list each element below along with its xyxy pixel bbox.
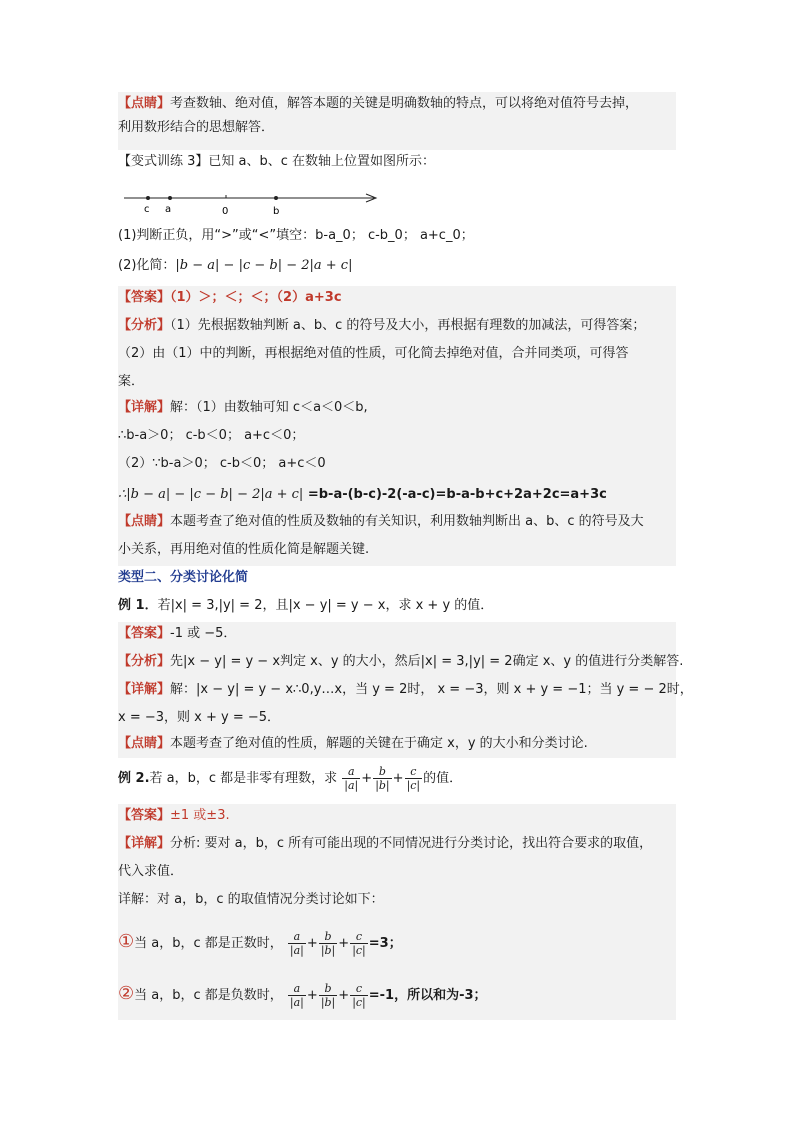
fraction [342, 765, 360, 792]
fraction-denominator: |a| [289, 944, 304, 957]
fraction [319, 930, 337, 957]
point-a [168, 196, 172, 200]
example-label: 例 2. [118, 771, 150, 786]
fraction-denominator: |c| [352, 996, 366, 1009]
fraction [350, 930, 368, 957]
case-marker: ② [118, 983, 135, 1004]
solution-block-1 [118, 286, 676, 566]
variant-heading [118, 150, 676, 174]
case-1: ①当 a，b，c 都是正数时， $\frac{a}{|a|}$ + $\frac{b}{|b|}$ + $\frac{c}{|c|}$ =3； [118, 930, 402, 957]
fraction-denominator: |b| [320, 944, 336, 957]
detail-text: （2）∵b-a＞0； c-b＜0； a+c＜0 [118, 456, 326, 471]
fraction-numerator: b [324, 930, 332, 943]
dianjing-text: 本题考查了绝对值的性质，解题的关键在于确定 x，y 的大小和分类讨论. [170, 736, 588, 751]
fraction-numerator: c [410, 765, 417, 778]
label-b: b [273, 206, 280, 217]
example-label: 例 1． [118, 598, 158, 613]
answer-tag: 【答案】 [118, 808, 171, 823]
dianjing-tag: 【点睛】 [118, 736, 171, 751]
analysis-tag: 【分析】 [118, 318, 171, 333]
fraction-denominator: |b| [320, 996, 336, 1009]
example-2: 例 2.若 a，b，c 都是非零有理数，求 $\frac{a}{|a|}$ + $\frac{b}{|b|}$ + $\frac{c}{|c|}$ 的值． [118, 765, 463, 792]
fraction-numerator: a [293, 930, 301, 943]
case-result: =-1，所以和为-3； [368, 988, 487, 1003]
fraction-numerator: c [355, 982, 363, 995]
fraction [319, 982, 337, 1009]
detail-tag: 【详解】 [118, 682, 171, 697]
analysis-tag: 【分析】 [118, 654, 171, 669]
case-marker: ① [118, 931, 135, 952]
detail-text: 分析: 要对 a，b，c 所有可能出现的不同情况进行分类讨论，找出符合要求的取值， [170, 836, 653, 851]
number-line-figure [118, 184, 388, 218]
fraction-denominator: |b| [375, 779, 390, 792]
question-2-label: (2)化简： [118, 258, 176, 273]
fraction-numerator: b [324, 982, 332, 995]
dianjing-tag: 【点睛】 [118, 96, 171, 111]
example-1 [118, 594, 676, 618]
detail-text: 详解：对 a，b，c 的取值情况分类讨论如下： [118, 892, 384, 907]
fraction [288, 982, 306, 1009]
dianjing-tag: 【点睛】 [118, 514, 171, 529]
dianjing-text: 考查数轴、绝对值，解答本题的关键是明确数轴的特点，可以将绝对值符号去掉， [170, 96, 639, 111]
dianjing-block-1 [118, 92, 676, 150]
variant-tag: 【变式训练 3】 [118, 154, 209, 169]
question-2-expression: |b − a| − |c − b| − 2|a + c| [175, 258, 353, 273]
solution-block-3 [118, 804, 676, 1020]
example-text: 若 a，b，c 都是非零有理数，求 [149, 771, 338, 786]
fraction [373, 765, 391, 792]
fraction [350, 982, 368, 1009]
answer-tag: 【答案】 [118, 290, 171, 305]
answer-text: （1）＞；＜；＜；（2）a+3c [170, 290, 342, 305]
analysis-text: （2）由（1）中的判断，再根据绝对值的性质，可化简去掉绝对值，合并同类项，可得答 [118, 346, 629, 361]
fraction-numerator: a [348, 765, 355, 778]
fraction-denominator: |a| [344, 779, 359, 792]
question-2 [118, 254, 676, 278]
fraction-denominator: |c| [352, 944, 366, 957]
analysis-text: （1）先根据数轴判断 a、b、c 的符号及大小，再根据有理数的加减法，可得答案； [170, 318, 646, 333]
fraction-denominator: |c| [406, 779, 421, 792]
case-text: 当 a，b，c 都是正数时， [134, 936, 283, 951]
analysis-text: 案． [118, 374, 145, 389]
detail-expression: ∴|b − a| − |c − b| − 2|a + c| [118, 487, 304, 502]
detail-result: =b-a-(b-c)-2(-a-c)=b-a-b+c+2a+2c=a+3c [303, 487, 607, 502]
solution-block-2 [118, 622, 693, 758]
detail-text: x = −3，则 x + y = −5． [118, 710, 281, 725]
question-1: (1)判断正负，用“>”或“<”填空：b-a_0； c-b_0； a+c_0； [118, 228, 474, 243]
answer-text: -1 或 −5． [170, 626, 237, 641]
fraction [405, 765, 423, 792]
example-text: 若|x| = 3,|y| = 2，且|x − y| = y − x，求 x + y 的值． [157, 598, 494, 613]
detail-text: 解：|x − y| = y − x∴0,y…x，当 y = 2时， x = −3，则 x + y = −1；当 y = − 2时， [170, 682, 693, 697]
fraction-numerator: a [293, 982, 301, 995]
dianjing-text: 小关系，再用绝对值的性质化简是解题关键. [118, 542, 370, 557]
fraction-numerator: c [355, 930, 363, 943]
example-text: 的值． [423, 771, 463, 786]
detail-text: 代入求值． [118, 864, 184, 879]
answer-text: ±1 或±3. [170, 808, 230, 823]
point-c [146, 196, 150, 200]
detail-text: 解：（1）由数轴可知 c＜a＜0＜b, [170, 400, 368, 415]
label-a: a [165, 204, 172, 215]
dianjing-text: 本题考查了绝对值的性质及数轴的有关知识，利用数轴判断出 a、b、c 的符号及大 [170, 514, 644, 529]
case-text: 当 a，b，c 都是负数时， [134, 988, 283, 1003]
analysis-text: 先|x − y| = y − x判定 x、y 的大小，然后|x| = 3,|y| = 2确定 x、y 的值进行分类解答. [170, 654, 684, 669]
answer-tag: 【答案】 [118, 626, 171, 641]
label-c: c [144, 204, 150, 215]
point-b [274, 196, 278, 200]
fraction [288, 930, 306, 957]
case-2: ②当 a，b，c 都是负数时， $\frac{a}{|a|}$ + $\frac{b}{|b|}$ + $\frac{c}{|c|}$ =-1，所以和为-3； [118, 982, 487, 1009]
dianjing-text: 利用数形结合的思想解答． [118, 120, 275, 135]
detail-tag: 【详解】 [118, 400, 171, 415]
detail-text: ∴b-a＞0； c-b＜0； a+c＜0； [118, 428, 305, 443]
case-result: =3； [368, 936, 402, 951]
variant-text: 已知 a、b、c 在数轴上位置如图所示： [208, 154, 436, 169]
section-title: 类型二、分类讨论化简 [118, 570, 249, 585]
fraction-denominator: |a| [289, 996, 304, 1009]
detail-tag: 【详解】 [118, 836, 171, 851]
fraction-numerator: b [378, 765, 386, 778]
label-zero: 0 [222, 206, 229, 217]
